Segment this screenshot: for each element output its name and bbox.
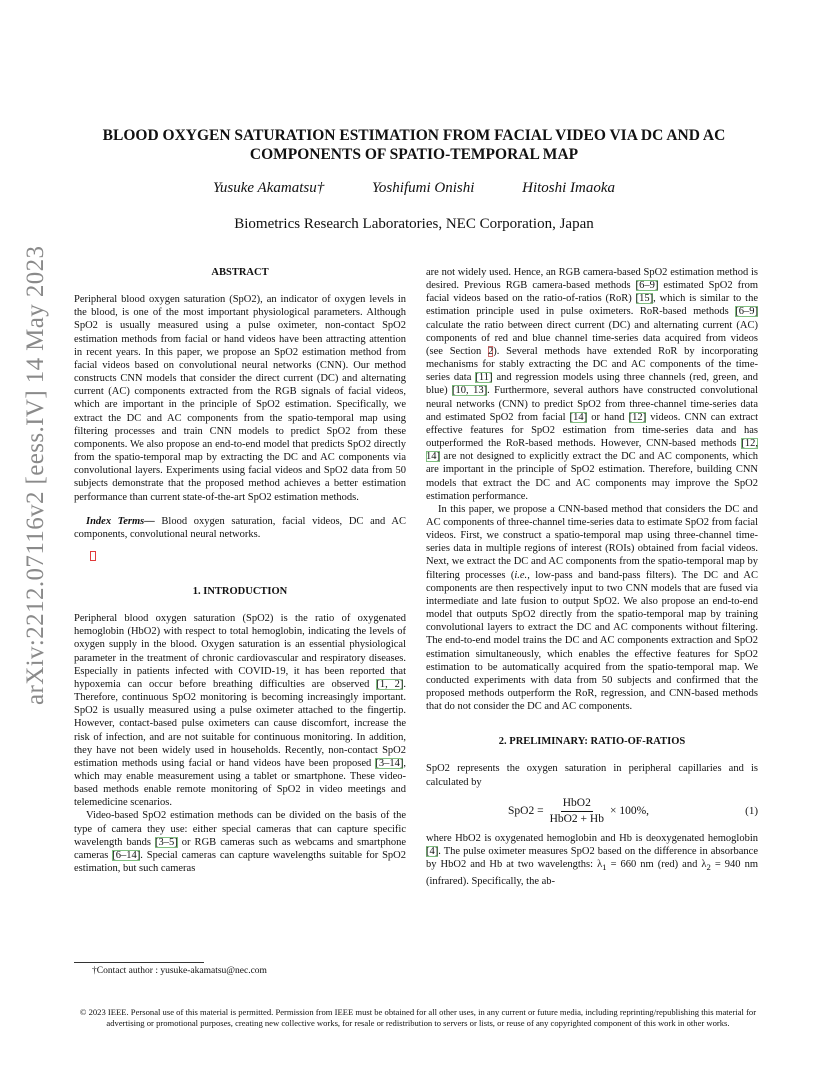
text-run: or RGB cameras such as webcams and smartphone cameras — [74, 836, 406, 861]
body-paragraph — [426, 266, 758, 503]
text-run: are not designed to explicitly extract the DC and AC components, which are important in the principle of SpO2 estimation. Therefore, building CNN models that extract the DC and AC components may improve the SpO2 estimation performance. — [426, 451, 758, 502]
text-run: are not widely used. Hence, an RGB camera-based SpO2 estimation method is desired. Previous RGB camera-based methods — [426, 267, 758, 292]
text-run: , which may enable measurement using a tablet or smartphone. These video-based methods enable remote monitoring of SpO2 in video meetings and telemedicine scenarios. — [74, 757, 406, 809]
index-terms — [74, 515, 406, 541]
text-run: In this paper, we propose a CNN-based method that considers the DC and AC components of three-channel time-series data to estimate SpO2 from facial videos. First, we construct a spatio-temporal map using three-channel time-series data in multiple regions of interest (ROIs) obtained from facial videos. Next, we extract the DC and AC components from the spatio-temporal map by filtering processes ( — [426, 503, 758, 581]
citation-link[interactable]: [3–14] — [375, 757, 404, 769]
body-paragraph — [426, 503, 758, 714]
text-run: videos. CNN can extract effective features for SpO2 estimation from time-series data and has outperformed the RoR-based methods. However, CNN-based methods — [426, 411, 759, 450]
text-run: calculate the ratio between direct current (DC) and alternating current (AC) components of red and blue channel time-series data acquired from videos (see Section — [426, 319, 758, 357]
text-run: Video-based SpO2 estimation methods can be divided on the basis of the type of camera they use: either special cameras that can capture specific wavelength bands — [74, 810, 406, 848]
subscript: 1 — [602, 862, 607, 873]
equation-numerator: HbO2 — [561, 797, 593, 812]
preliminary-heading: 2. PRELIMINARY: RATIO-OF-RATIOS — [498, 736, 686, 748]
text-run: or hand — [587, 411, 629, 423]
text-run: ). Several methods have extended RoR by incorporating mechanisms for stably extracting the DC and AC components of the time-series data — [426, 345, 758, 384]
text-run: Peripheral blood oxygen saturation (SpO2) is the ratio of oxygenated hemoglobin (HbO2) with respect to total hemoglobin, indicating the levels of oxygen supply in the blood. Oxygen saturation is an essential physiological parameter in the treatment of chronic cardiovascular and respiratory diseases. Especially in patients infected with COVID-19, it has been reported that hypoxemia can occur before breathing difficulties are observed — [74, 613, 406, 690]
citation-link[interactable]: [6–9] — [735, 306, 758, 318]
citation-link[interactable]: [1, 2] — [376, 678, 404, 690]
body-paragraph: SpO2 represents the oxygen saturation in peripheral capillaries and is calculated by — [426, 763, 758, 788]
text-run: . Furthermore, several authors have constructed convolutional neural networks (CNN) to predict SpO2 from three-channel time-series data and estimated SpO2 from facial — [426, 385, 759, 423]
author-name: Yoshifumi Onishi — [371, 180, 475, 196]
footnote: †Contact author : yusuke-akamatsu@nec.com — [92, 966, 267, 976]
equation-fraction — [548, 797, 606, 826]
intro-paragraph — [74, 809, 406, 875]
citation-link[interactable]: [14] — [569, 411, 588, 423]
subscript: 2 — [706, 862, 711, 873]
author-name: Hitoshi Imaoka — [522, 180, 616, 196]
text-run: . The pulse oximeter measures SpO2 based on the difference in absorbance by HbO2 and Hb at two wavelengths: λ — [426, 846, 758, 871]
citation-link[interactable]: [6–9] — [635, 280, 659, 292]
text-run: , low-pass and band-pass filters). The DC and AC components are then respectively input to two CNN models that are fused via intermediate and late fusion to output SpO2. We also propose an end-to-end model that outputs SpO2 directly from the spatio-temporal map by training convolutional layers to extract the DC and AC components without filtering. The end-to-end model trains the DC and AC components extraction and SpO2 estimation simultaneously, which enables the effective features for SpO2 estimation to be automatically acquired from the spatio-temporal map. We conducted experiments with data from 50 subjects and confirmed that the proposed methods outperform the RoR, regression, and CNN-based methods that do not consider the DC and AC components. — [426, 569, 758, 713]
citation-link[interactable]: [4] — [426, 846, 439, 858]
affiliation: Biometrics Research Laboratories, NEC Corporation, Japan — [234, 216, 594, 232]
annotation-marker — [90, 551, 96, 561]
text-run: = 940 nm (infrared). Specifically, the ab- — [426, 859, 758, 887]
intro-paragraph — [74, 612, 406, 809]
text-run: estimated SpO2 from facial videos based on the ratio-of-ratios (RoR) — [426, 280, 758, 305]
author-name: Yusuke Akamatsu† — [212, 180, 325, 196]
text-run: where HbO2 is oxygenated hemoglobin and Hb is deoxygenated hemoglobin — [426, 833, 758, 845]
paper-title: BLOOD OXYGEN SATURATION ESTIMATION FROM FACIAL VIDEO VIA DC AND AC COMPONENTS OF SPATIO-TEMPORAL MAP — [102, 127, 726, 163]
index-terms-label: Index Terms— — [86, 515, 155, 527]
text-run: . Therefore, continuous SpO2 monitoring is becoming increasingly important. SpO2 is usually measured using a pulse oximeter attached to the fingertip. However, contact-based pulse oximeters can cause discomfort, increase the risk of infection, and are not suitable for continuous monitoring. In addition, they have not been widely used in households. Recently, non-contact SpO2 estimation methods using facial or hand videos have been proposed — [74, 678, 407, 769]
introduction-heading: 1. INTRODUCTION — [192, 585, 288, 597]
abstract-heading: ABSTRACT — [211, 267, 269, 278]
left-column — [74, 266, 406, 875]
text-run: = 660 nm (red) and λ — [606, 859, 707, 871]
equation-1 — [426, 797, 758, 826]
equation-number: (1) — [745, 804, 758, 817]
citation-link[interactable]: [12] — [628, 411, 647, 423]
arxiv-identifier[interactable]: arXiv:2212.07116v2 [eess.IV] 14 May 2023 — [22, 245, 49, 705]
equation-rhs: × 100%, — [609, 804, 650, 817]
text-run: and regression models using three channels (red, green, and blue) — [426, 372, 759, 397]
equation-lhs: SpO2 = — [508, 804, 544, 817]
section-link[interactable]: 2 — [487, 345, 494, 357]
text-run: , which is similar to the estimation principle used in pulse oximeters. RoR-based methods — [426, 293, 758, 318]
equation-denominator: HbO2 + Hb — [549, 812, 604, 825]
text-run: i.e. — [514, 569, 528, 581]
citation-link[interactable]: [6–14] — [112, 849, 141, 861]
abstract-text: Peripheral blood oxygen saturation (SpO2), an indicator of oxygen levels in the blood, is one of the most important physiological parameters. Although SpO2 is usually measured using a pulse oximeter, non-contact SpO2 estimation methods from facial or hand videos have been attracting attention in recent years. In this paper, we propose an SpO2 estimation method from facial videos based on convolutional neural networks (CNN). Our method constructs CNN models that consider the direct current (DC) and alternating current (AC) components extracted from the RGB signals of facial videos, which are important in the principle of SpO2 estimation. Specifically, we extract the DC and AC components from the spatio-temporal map using filtering processes and train CNN models to predict SpO2 from these components. We also propose an end-to-end model that predicts SpO2 directly from the spatio-temporal map by extracting the DC and AC components via convolutional layers. Experiments using facial videos and SpO2 data from 50 subjects demonstrate that the proposed method achieves a better estimation performance than current state-of-the-art SpO2 estimation methods. — [74, 294, 406, 503]
citation-link[interactable]: [10, 13] — [452, 385, 488, 397]
index-terms-text: Blood oxygen saturation, facial videos, DC and AC components, convolutional neural networks. — [74, 515, 406, 540]
author-list — [100, 180, 728, 197]
footnote-divider — [74, 962, 204, 963]
citation-link[interactable]: [15] — [635, 293, 654, 305]
citation-link[interactable]: [3–5] — [154, 836, 178, 848]
body-paragraph — [426, 832, 758, 888]
text-run: . Special cameras can capture wavelengths suitable for SpO2 estimation, but such cameras — [74, 849, 406, 875]
citation-link[interactable]: [11] — [475, 372, 493, 384]
equation-body — [508, 797, 649, 826]
right-column — [426, 266, 758, 888]
copyright-notice: © 2023 IEEE. Personal use of this material is permitted. Permission from IEEE must be obtained for all other uses, in any current or future media, including reprinting/republishing this material for advertising or promotional purposes, creating new collective works, for resale or redistribution to servers or lists, or reuse of any copyrighted component of this work in other works. — [79, 1007, 757, 1028]
citation-link[interactable]: [12, 14] — [426, 438, 758, 463]
